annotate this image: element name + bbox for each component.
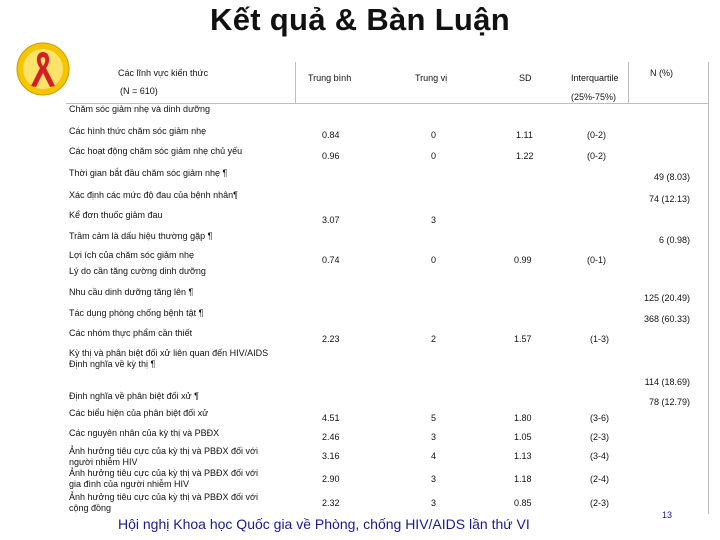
row-n-percent: 368 (60.33) bbox=[643, 314, 690, 324]
row-label: Các hình thức chăm sóc giảm nhẹ bbox=[69, 126, 207, 136]
row-label: Kể đơn thuốc giảm đau bbox=[69, 210, 163, 220]
row-sd: 0.85 bbox=[514, 498, 532, 508]
row-label: Chăm sóc giảm nhẹ và dinh dưỡng bbox=[69, 104, 211, 114]
row-iqr: (0-2) bbox=[587, 130, 607, 140]
row-mean: 4.51 bbox=[322, 413, 340, 423]
conference-footer: Hội nghị Khoa học Quốc gia về Phòng, chống HIV/AIDS lần thứ VI bbox=[118, 516, 530, 532]
slide-title: Kết quả & Bàn Luận bbox=[210, 2, 510, 37]
page-number: 13 bbox=[662, 510, 673, 520]
row-iqr: (0-1) bbox=[587, 255, 607, 265]
header-n-total: (N = 610) bbox=[120, 86, 158, 96]
column-divider bbox=[295, 62, 296, 103]
row-mean: 3.07 bbox=[322, 215, 340, 225]
row-iqr: (2-3) bbox=[590, 432, 610, 442]
row-median: 5 bbox=[431, 413, 437, 423]
row-sd: 1.05 bbox=[514, 432, 532, 442]
row-median: 2 bbox=[431, 334, 437, 344]
row-label: Nhu cầu dinh dưỡng tăng lên ¶ bbox=[69, 287, 194, 297]
header-n-percent: N (%) bbox=[650, 68, 673, 78]
red-ribbon-logo-icon bbox=[14, 40, 72, 98]
row-label: Lợi ích của chăm sóc giảm nhẹ bbox=[69, 250, 194, 260]
header-mean: Trung bình bbox=[308, 73, 352, 83]
row-n-percent: 125 (20.49) bbox=[643, 293, 690, 303]
row-sd: 1.18 bbox=[514, 474, 532, 484]
row-label: Thời gian bắt đầu chăm sóc giảm nhẹ ¶ bbox=[69, 168, 228, 178]
row-median: 3 bbox=[431, 498, 437, 508]
row-mean: 0.74 bbox=[322, 255, 340, 265]
header-area: Các lĩnh vực kiến thức bbox=[118, 68, 209, 78]
row-label: Ảnh hưởng tiêu cực của kỳ thị và PBĐX đối với người nhiễm HIV bbox=[69, 446, 258, 467]
row-sd: 1.57 bbox=[514, 334, 532, 344]
table-right-border bbox=[708, 62, 709, 514]
row-median: 0 bbox=[431, 151, 437, 161]
column-divider bbox=[628, 62, 629, 103]
row-mean: 0.96 bbox=[322, 151, 340, 161]
row-iqr: (0-2) bbox=[587, 151, 607, 161]
row-iqr: (3-6) bbox=[590, 413, 610, 423]
row-iqr: (2-4) bbox=[590, 474, 610, 484]
row-label: Trầm cảm là dấu hiệu thường gặp ¶ bbox=[69, 231, 213, 241]
row-sd: 1.22 bbox=[516, 151, 534, 161]
row-label: Định nghĩa về phân biệt đối xử ¶ bbox=[69, 391, 199, 401]
row-median: 4 bbox=[431, 451, 437, 461]
row-n-percent: 78 (12.79) bbox=[648, 397, 690, 407]
row-label: Lý do cần tăng cường dinh dưỡng bbox=[69, 266, 206, 276]
row-n-percent: 6 (0.98) bbox=[658, 235, 690, 245]
row-n-percent: 114 (18.69) bbox=[644, 377, 690, 387]
row-median: 0 bbox=[431, 130, 437, 140]
row-sd: 1.13 bbox=[514, 451, 532, 461]
row-median: 3 bbox=[431, 215, 437, 225]
row-sd: 0.99 bbox=[514, 255, 532, 265]
header-iqr-range: (25%-75%) bbox=[571, 92, 617, 102]
row-median: 3 bbox=[431, 474, 437, 484]
row-label: Các nhóm thực phẩm cần thiết bbox=[69, 328, 193, 338]
header-median: Trung vị bbox=[415, 73, 448, 83]
row-median: 0 bbox=[431, 255, 437, 265]
row-label: Tác dụng phòng chống bệnh tật ¶ bbox=[69, 308, 204, 318]
row-label: Các hoạt động chăm sóc giảm nhẹ chủ yếu bbox=[69, 146, 243, 156]
row-mean: 2.23 bbox=[322, 334, 340, 344]
header-sd: SD bbox=[519, 73, 532, 83]
row-mean: 3.16 bbox=[322, 451, 340, 461]
row-mean: 2.46 bbox=[322, 432, 340, 442]
row-n-percent: 49 (8.03) bbox=[653, 172, 690, 182]
row-label: Các biểu hiện của phân biệt đối xử bbox=[69, 408, 209, 418]
row-mean: 2.90 bbox=[322, 474, 340, 484]
row-label: Ảnh hưởng tiêu cực của kỳ thị và PBĐX đối với cộng đồng bbox=[69, 492, 258, 513]
header-iqr: Interquartile bbox=[571, 73, 619, 83]
row-n-percent: 74 (12.13) bbox=[648, 194, 690, 204]
row-label: Kỳ thị và phân biệt đối xử liên quan đến HIV/AIDS Định nghĩa về kỳ thị ¶ bbox=[69, 348, 269, 369]
row-sd: 1.11 bbox=[516, 130, 533, 140]
row-mean: 2.32 bbox=[322, 498, 340, 508]
row-sd: 1.80 bbox=[514, 413, 532, 423]
row-mean: 0.84 bbox=[322, 130, 340, 140]
row-label: Xác định các mức độ đau của bệnh nhân¶ bbox=[69, 190, 238, 200]
row-label: Ảnh hưởng tiêu cực của kỳ thị và PBĐX đối với gia đình của người nhiễm HIV bbox=[69, 468, 258, 489]
row-iqr: (1-3) bbox=[590, 334, 610, 344]
row-label: Các nguyên nhân của kỳ thị và PBĐX bbox=[69, 428, 220, 438]
row-iqr: (2-3) bbox=[590, 498, 610, 508]
row-median: 3 bbox=[431, 432, 437, 442]
row-iqr: (3-4) bbox=[590, 451, 610, 461]
